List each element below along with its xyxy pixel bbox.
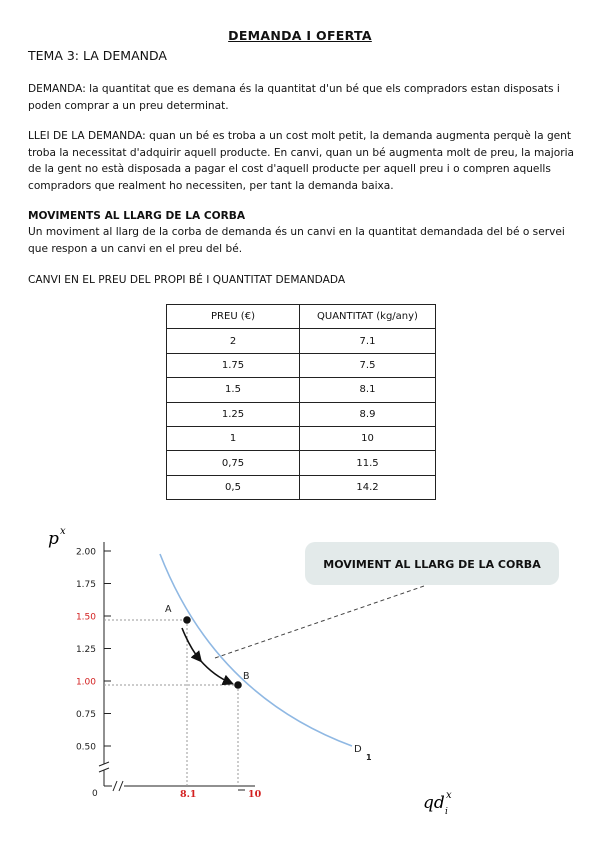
point-b-label: B	[243, 671, 250, 682]
callout-text: MOVIMENT AL LLARG DE LA CORBA	[323, 558, 541, 571]
cell-quantitat: 14.2	[300, 475, 436, 499]
origin-label: 0	[92, 789, 98, 799]
x-tick-10: 10	[248, 789, 262, 800]
y-axis-label-superscript: x	[60, 526, 66, 537]
x-axis-label-superscript: x	[446, 790, 452, 801]
callout-pointer	[215, 586, 424, 658]
y-ticks	[76, 548, 111, 753]
cell-preu: 1.5	[167, 378, 300, 402]
y-tick-label: 1.00	[75, 677, 96, 688]
table-row	[167, 329, 436, 353]
x-axis-label-subscript: i	[445, 807, 448, 817]
cell-quantitat: 11.5	[300, 451, 436, 475]
cell-preu: 0,75	[167, 451, 300, 475]
cell-quantitat: 8.1	[300, 378, 436, 402]
y-tick-label: 1.75	[75, 580, 96, 590]
page-title: DEMANDA I OFERTA	[228, 28, 372, 43]
moviments-heading: MOVIMENTS AL LLARG DE LA CORBA	[28, 210, 246, 222]
table-row	[167, 426, 436, 450]
curve-label: D	[354, 744, 362, 755]
point-a	[183, 616, 191, 624]
header-quantitat: QUANTITAT (kg/any)	[300, 305, 436, 329]
y-axis-label: p	[48, 529, 59, 549]
movement-arrow-1	[182, 628, 200, 660]
table-header-row	[167, 305, 436, 329]
table-row	[167, 451, 436, 475]
header-preu: PREU (€)	[167, 305, 300, 329]
x-tick-8-1: 8.1	[180, 789, 197, 800]
table-row	[167, 353, 436, 377]
demanda-definition: DEMANDA: la quantitat que es demana és la quantitat d'un bé que els compradors estan disposats i poden comprar a un preu determinat.	[28, 83, 560, 112]
x-axis-label: qd	[423, 793, 445, 813]
x-axis-break	[113, 781, 123, 791]
cell-preu: 0,5	[167, 475, 300, 499]
moviments-text: Un moviment al llarg de la corba de demanda és un canvi en la quantitat demandada del bé o servei que respon a un canvi en el preu del bé.	[28, 226, 565, 255]
section-title: TEMA 3: LA DEMANDA	[28, 48, 167, 63]
table-row	[167, 475, 436, 499]
price-quantity-table	[166, 304, 436, 500]
cell-preu: 2	[167, 329, 300, 353]
demand-curve-chart	[0, 520, 600, 840]
y-tick-label: 1.25	[75, 645, 96, 655]
llei-demanda-paragraph: LLEI DE LA DEMANDA: quan un bé es troba a un cost molt petit, la demanda augmenta perquè la gent troba la necessitat d'adquirir aquell producte. En canvi, quan un bé augmenta molt de preu, la majoria de la gent no està disposada a pagar el cost d'aquell producte per aquell preu i o compren aquells compradors que realment ho necessiten, per tant la demanda baixa.	[28, 130, 575, 192]
cell-quantitat: 7.1	[300, 329, 436, 353]
cell-preu: 1	[167, 426, 300, 450]
curve-label-subscript: 1	[366, 753, 372, 762]
y-tick-label: 2.00	[75, 547, 96, 558]
point-a-label: A	[165, 604, 172, 615]
y-tick-label: 0.75	[75, 710, 96, 720]
cell-quantitat: 7.5	[300, 353, 436, 377]
table-row	[167, 402, 436, 426]
cell-preu: 1.25	[167, 402, 300, 426]
cell-quantitat: 10	[300, 426, 436, 450]
cell-quantitat: 8.9	[300, 402, 436, 426]
y-tick-label: 1.50	[75, 612, 96, 623]
table-row	[167, 378, 436, 402]
point-b	[234, 681, 242, 689]
table-caption: CANVI EN EL PREU DEL PROPI BÉ I QUANTITAT DEMANDADA	[28, 274, 346, 286]
cell-preu: 1.75	[167, 353, 300, 377]
y-tick-label: 0.50	[75, 742, 96, 753]
